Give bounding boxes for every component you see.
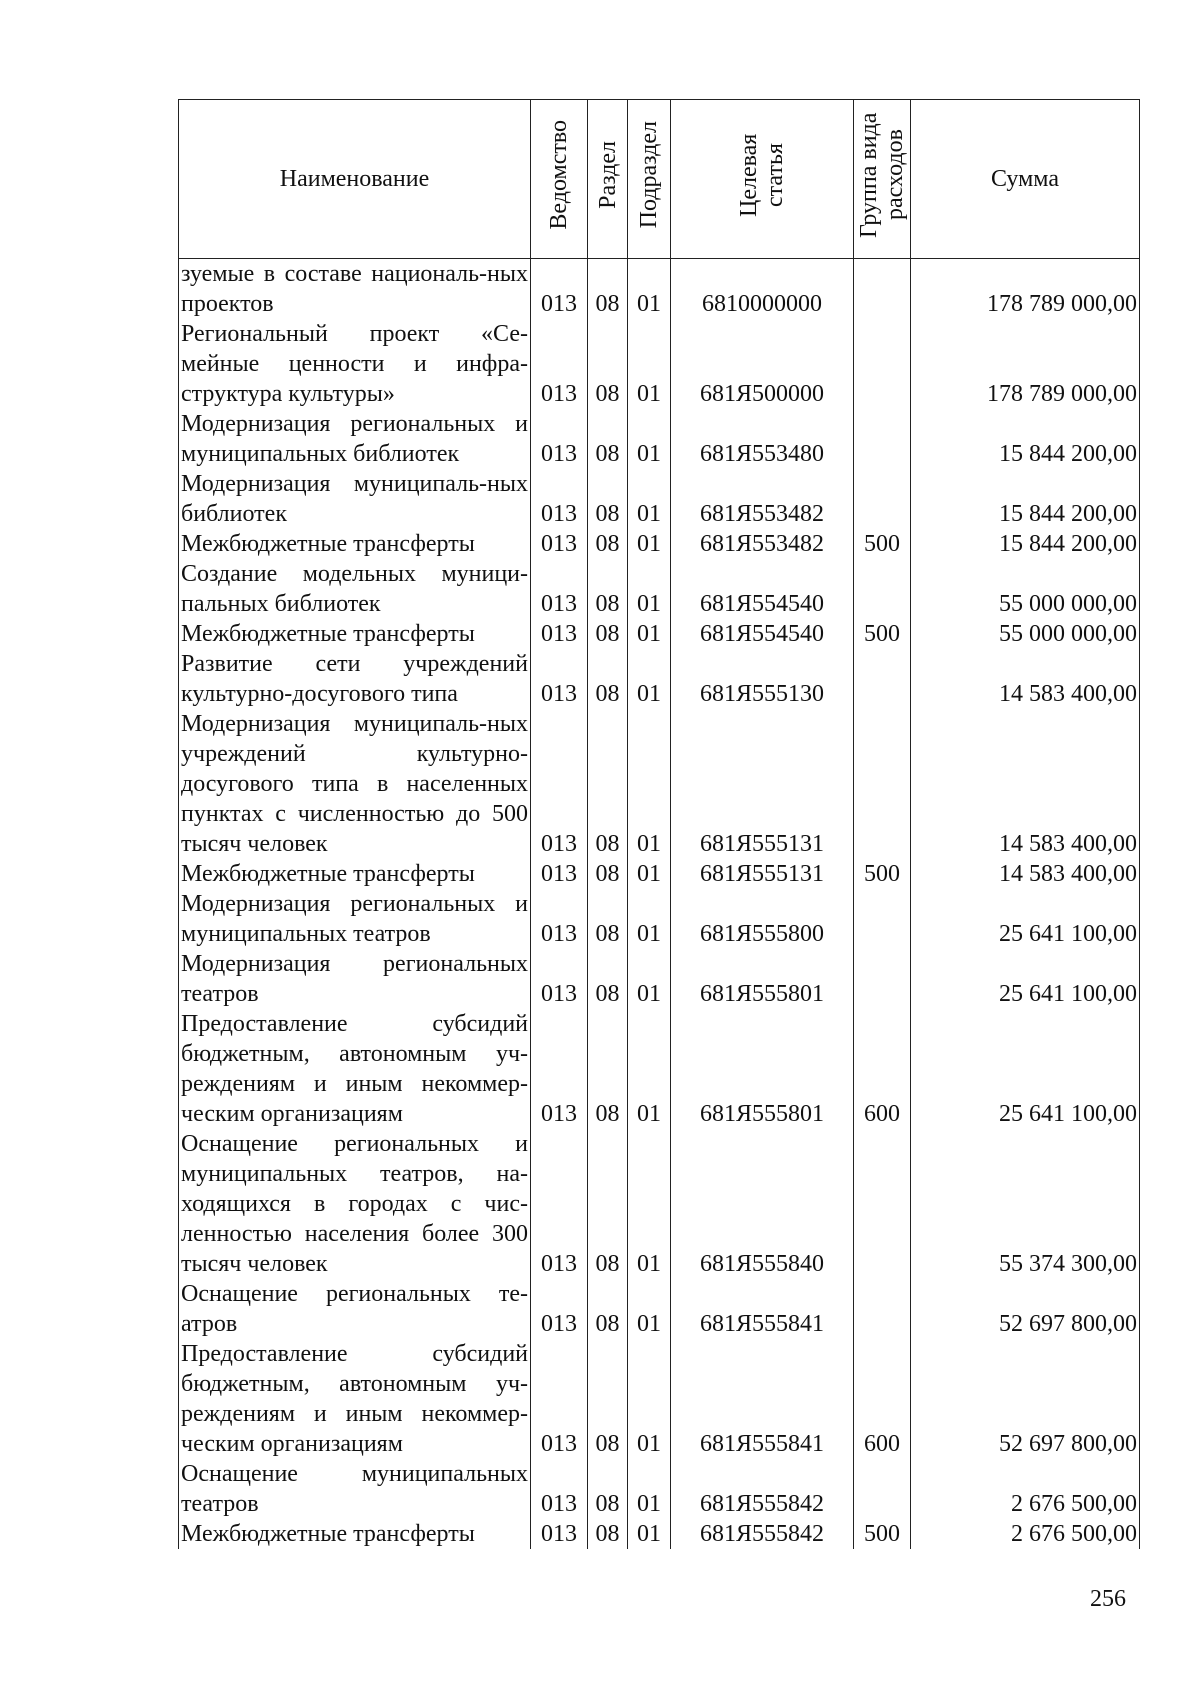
- row-department: 013: [531, 319, 588, 409]
- row-subsection: 01: [628, 259, 671, 320]
- row-section: 08: [588, 1519, 628, 1549]
- row-section: 08: [588, 409, 628, 469]
- row-subsection: 01: [628, 859, 671, 889]
- row-section: 08: [588, 469, 628, 529]
- table-row: [179, 889, 1140, 949]
- row-subsection: 01: [628, 709, 671, 859]
- header-department: [531, 100, 588, 259]
- row-department: 013: [531, 529, 588, 559]
- table-row: [179, 649, 1140, 709]
- row-name: Развитие сети учреждений культурно-досугового типа: [179, 649, 531, 709]
- row-expense-group: [854, 319, 911, 409]
- row-sum: 52 697 800,00: [911, 1339, 1140, 1459]
- row-subsection: 01: [628, 559, 671, 619]
- row-subsection: 01: [628, 649, 671, 709]
- row-name: Предоставление субсидий бюджетным, автономным уч-реждениям и иным некоммер-ческим организациям: [179, 1339, 531, 1459]
- row-name: Модернизация муниципаль-ных учреждений культурно-досугового типа в населенных пунктах с численностью до 500 тысяч человек: [179, 709, 531, 859]
- table-row: [179, 619, 1140, 649]
- row-subsection: 01: [628, 1339, 671, 1459]
- row-name: Межбюджетные трансферты: [179, 859, 531, 889]
- row-department: 013: [531, 409, 588, 469]
- row-target: 681Я555130: [671, 649, 854, 709]
- row-section: 08: [588, 1129, 628, 1279]
- header-expense-group-label: Группа вида расходов: [856, 112, 908, 238]
- row-name: Межбюджетные трансферты: [179, 529, 531, 559]
- row-expense-group: [854, 709, 911, 859]
- row-subsection: 01: [628, 1129, 671, 1279]
- row-section: 08: [588, 649, 628, 709]
- row-target: 681Я554540: [671, 559, 854, 619]
- row-subsection: 01: [628, 1519, 671, 1549]
- row-sum: 55 000 000,00: [911, 619, 1140, 649]
- row-subsection: 01: [628, 319, 671, 409]
- row-subsection: 01: [628, 949, 671, 1009]
- header-name-label: Наименование: [279, 166, 430, 192]
- row-target: 681Я553482: [671, 469, 854, 529]
- row-expense-group: 600: [854, 1339, 911, 1459]
- table-row: [179, 559, 1140, 619]
- row-expense-group: 500: [854, 529, 911, 559]
- row-expense-group: [854, 469, 911, 529]
- row-department: 013: [531, 1339, 588, 1459]
- row-target: 681Я555801: [671, 949, 854, 1009]
- table-row: [179, 409, 1140, 469]
- row-department: 013: [531, 949, 588, 1009]
- row-section: 08: [588, 529, 628, 559]
- table-body: [179, 259, 1140, 1550]
- row-section: 08: [588, 949, 628, 1009]
- header-department-label: Ведомство: [546, 120, 572, 230]
- row-section: 08: [588, 619, 628, 649]
- row-expense-group: 500: [854, 619, 911, 649]
- row-expense-group: [854, 889, 911, 949]
- row-expense-group: [854, 1459, 911, 1519]
- row-name: Модернизация региональных и муниципальных библиотек: [179, 409, 531, 469]
- row-sum: 2 676 500,00: [911, 1459, 1140, 1519]
- row-target: 681Я555131: [671, 709, 854, 859]
- row-expense-group: [854, 649, 911, 709]
- table-row: [179, 1339, 1140, 1459]
- row-department: 013: [531, 709, 588, 859]
- row-sum: 14 583 400,00: [911, 859, 1140, 889]
- row-name: Создание модельных муници-пальных библиотек: [179, 559, 531, 619]
- table-row: [179, 469, 1140, 529]
- row-subsection: 01: [628, 409, 671, 469]
- row-sum: 14 583 400,00: [911, 649, 1140, 709]
- table-row: [179, 259, 1140, 320]
- row-section: 08: [588, 259, 628, 320]
- row-target: 681Я555841: [671, 1279, 854, 1339]
- table-row: [179, 709, 1140, 859]
- row-subsection: 01: [628, 1009, 671, 1129]
- row-department: 013: [531, 859, 588, 889]
- row-target: 681Я555131: [671, 859, 854, 889]
- row-section: 08: [588, 709, 628, 859]
- row-expense-group: 600: [854, 1009, 911, 1129]
- row-name: Предоставление субсидий бюджетным, автономным уч-реждениям и иным некоммер-ческим организациям: [179, 1009, 531, 1129]
- row-target: 681Я555800: [671, 889, 854, 949]
- row-section: 08: [588, 1459, 628, 1519]
- row-target: 681Я500000: [671, 319, 854, 409]
- table-row: [179, 949, 1140, 1009]
- row-name: Модернизация муниципаль-ных библиотек: [179, 469, 531, 529]
- row-expense-group: 500: [854, 1519, 911, 1549]
- row-name: Региональный проект «Се-мейные ценности и инфра-структура культуры»: [179, 319, 531, 409]
- table-row: [179, 529, 1140, 559]
- row-name: Межбюджетные трансферты: [179, 619, 531, 649]
- row-section: 08: [588, 1009, 628, 1129]
- row-target: 681Я553480: [671, 409, 854, 469]
- header-sum: [911, 100, 1140, 259]
- row-department: 013: [531, 649, 588, 709]
- header-target: [671, 100, 854, 259]
- row-name: Оснащение региональных и муниципальных театров, на-ходящихся в городах с чис-ленностью населения более 300 тысяч человек: [179, 1129, 531, 1279]
- row-subsection: 01: [628, 619, 671, 649]
- row-target: 681Я555842: [671, 1459, 854, 1519]
- header-sum-label: Сумма: [991, 166, 1059, 192]
- header-target-label: Целевая статья: [736, 133, 788, 217]
- row-name: Модернизация региональных театров: [179, 949, 531, 1009]
- row-sum: 178 789 000,00: [911, 319, 1140, 409]
- row-department: 013: [531, 1129, 588, 1279]
- row-target: 681Я555840: [671, 1129, 854, 1279]
- row-expense-group: 500: [854, 859, 911, 889]
- row-target: 6810000000: [671, 259, 854, 320]
- row-department: 013: [531, 1279, 588, 1339]
- row-subsection: 01: [628, 1279, 671, 1339]
- table-row: [179, 1519, 1140, 1549]
- row-department: 013: [531, 1009, 588, 1129]
- row-sum: 52 697 800,00: [911, 1279, 1140, 1339]
- row-target: 681Я555841: [671, 1339, 854, 1459]
- row-sum: 15 844 200,00: [911, 469, 1140, 529]
- budget-table: [178, 99, 1140, 1549]
- row-subsection: 01: [628, 529, 671, 559]
- header-expense-group: [854, 100, 911, 259]
- header-subsection: [628, 100, 671, 259]
- table-row: [179, 859, 1140, 889]
- row-expense-group: [854, 259, 911, 320]
- row-expense-group: [854, 1129, 911, 1279]
- row-name: Модернизация региональных и муниципальных театров: [179, 889, 531, 949]
- row-department: 013: [531, 1519, 588, 1549]
- table-row: [179, 1129, 1140, 1279]
- row-section: 08: [588, 1279, 628, 1339]
- header-subsection-label: Подраздел: [636, 121, 662, 229]
- row-section: 08: [588, 559, 628, 619]
- row-department: 013: [531, 259, 588, 320]
- header-section: [588, 100, 628, 259]
- row-sum: 55 374 300,00: [911, 1129, 1140, 1279]
- table-row: [179, 1459, 1140, 1519]
- row-target: 681Я553482: [671, 529, 854, 559]
- row-name: Межбюджетные трансферты: [179, 1519, 531, 1549]
- row-sum: 178 789 000,00: [911, 259, 1140, 320]
- row-department: 013: [531, 889, 588, 949]
- row-sum: 2 676 500,00: [911, 1519, 1140, 1549]
- row-department: 013: [531, 1459, 588, 1519]
- header-section-label: Раздел: [594, 141, 621, 209]
- row-sum: 14 583 400,00: [911, 709, 1140, 859]
- row-sum: 25 641 100,00: [911, 1009, 1140, 1129]
- row-subsection: 01: [628, 889, 671, 949]
- row-expense-group: [854, 949, 911, 1009]
- row-target: 681Я554540: [671, 619, 854, 649]
- row-name: Оснащение муниципальных театров: [179, 1459, 531, 1519]
- row-expense-group: [854, 1279, 911, 1339]
- row-sum: 15 844 200,00: [911, 409, 1140, 469]
- row-section: 08: [588, 319, 628, 409]
- row-subsection: 01: [628, 1459, 671, 1519]
- row-target: 681Я555801: [671, 1009, 854, 1129]
- table-row: [179, 319, 1140, 409]
- row-name: Оснащение региональных те-атров: [179, 1279, 531, 1339]
- row-section: 08: [588, 859, 628, 889]
- row-sum: 25 641 100,00: [911, 949, 1140, 1009]
- table-header: [179, 100, 1140, 259]
- row-name: зуемые в составе националь-ных проектов: [179, 259, 531, 320]
- row-subsection: 01: [628, 469, 671, 529]
- row-section: 08: [588, 1339, 628, 1459]
- table-row: [179, 1279, 1140, 1339]
- row-sum: 15 844 200,00: [911, 529, 1140, 559]
- row-sum: 25 641 100,00: [911, 889, 1140, 949]
- row-department: 013: [531, 469, 588, 529]
- row-sum: 55 000 000,00: [911, 559, 1140, 619]
- row-section: 08: [588, 889, 628, 949]
- header-name: [179, 100, 531, 259]
- row-target: 681Я555842: [671, 1519, 854, 1549]
- table-row: [179, 1009, 1140, 1129]
- row-department: 013: [531, 559, 588, 619]
- row-department: 013: [531, 619, 588, 649]
- row-expense-group: [854, 409, 911, 469]
- row-expense-group: [854, 559, 911, 619]
- page-number: 256: [1090, 1586, 1126, 1612]
